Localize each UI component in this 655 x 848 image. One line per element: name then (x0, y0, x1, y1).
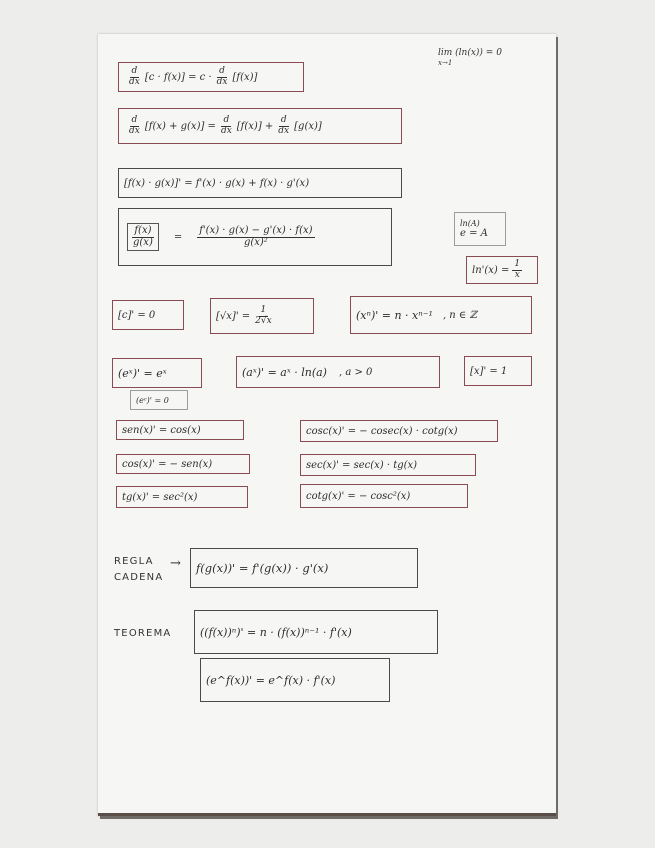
rule-cos (116, 454, 250, 474)
equals-sign: = (173, 231, 183, 243)
rule-condition: , n ∈ ℤ (442, 309, 477, 321)
rule-cosec (300, 420, 498, 442)
rule-cotg (300, 484, 468, 508)
rule-text: ln'(x) = (472, 264, 510, 276)
rule-text: (e^f(x))' = e^f(x) · f'(x) (206, 673, 336, 687)
derivative-operator: $\frac{d}{dx}$ (129, 66, 140, 87)
notebook-page (98, 34, 556, 816)
rule-condition: , a > 0 (338, 366, 373, 378)
rule-x (464, 356, 532, 386)
rule-text: f(g(x))' = f'(g(x)) · g'(x) (196, 561, 329, 575)
quotient-lhs: $\frac{f(x)}{g(x)}$ (127, 223, 159, 251)
rule-text: [f(x)] (232, 71, 258, 83)
rule-power (350, 296, 532, 334)
rule-text: [√x]' = (216, 310, 251, 322)
rule-text: [f(x) · g(x)]' = f'(x) · g(x) + f(x) · g'(x) (124, 177, 310, 189)
rule-chain (190, 548, 418, 588)
rule-text: cotg(x)' = − cosc²(x) (306, 490, 411, 502)
rule-text: ((f(x))ⁿ)' = n · (f(x))ⁿ⁻¹ · f'(x) (200, 625, 352, 639)
rule-exp-e (112, 358, 202, 388)
chain-arrow: → (170, 556, 181, 571)
derivative-operator: $\frac{d}{dx}$ (278, 115, 290, 136)
rule-text: [x]' = 1 (470, 365, 508, 377)
rule-text: cosc(x)' = − cosec(x) · cotg(x) (306, 425, 458, 437)
chain-label-line2: CADENA (114, 572, 164, 583)
rule-sqrt (210, 298, 314, 334)
rule-quotient (118, 208, 392, 266)
rule-text: [g(x)] (294, 120, 322, 132)
rule-text: [f(x) + g(x)] = (144, 120, 216, 132)
ln-a-top: ln(A) (460, 219, 480, 228)
derivative-operator: $\frac{d}{dx}$ (216, 66, 228, 87)
rule-theorem-exp (200, 658, 390, 702)
rule-text: [c]' = 0 (118, 309, 156, 321)
rule-tg (116, 486, 248, 508)
rule-sen (116, 420, 244, 440)
theorem-label: TEOREMA (114, 628, 172, 639)
rule-text: cos(x)' = − sen(x) (122, 458, 213, 470)
rule-constant-multiple (118, 62, 304, 92)
rule-text: [f(x)] + (236, 120, 274, 132)
rule-product (118, 168, 402, 198)
rule-text: (eᶜ)' = 0 (136, 395, 169, 405)
rule-text: [c · f(x)] = c · (144, 71, 212, 83)
rule-sum (118, 108, 402, 144)
rule-exp-a (236, 356, 440, 388)
limit-note-sub: x→1 (438, 59, 453, 67)
rule-text: (eˣ)' = eˣ (118, 366, 167, 380)
chain-rule-label (114, 554, 163, 586)
rule-ln-derivative (466, 256, 538, 284)
rule-text: (xⁿ)' = n · xⁿ⁻¹ (356, 308, 433, 322)
fraction: $\frac{1}{2√x}$ (255, 305, 272, 326)
quotient-rhs: $\frac{f'(x) \cdot g(x) - g'(x) \cdot f(x)}{\text{g(x)²}}$ (199, 225, 313, 248)
rule-constant (112, 300, 184, 330)
ln-a-bottom: e = A (460, 228, 488, 239)
rule-exp-constant (130, 390, 188, 410)
rule-theorem-power (194, 610, 438, 654)
derivative-operator: $\frac{d}{dx}$ (129, 115, 140, 136)
rule-text: sen(x)' = cos(x) (122, 424, 201, 436)
fraction: $\frac{1}{x}$ (514, 259, 521, 280)
rule-text: sec(x)' = sec(x) · tg(x) (306, 459, 418, 471)
derivative-operator: $\frac{d}{dx}$ (220, 115, 232, 136)
rule-text: tg(x)' = sec²(x) (122, 491, 198, 503)
ln-a-definition (454, 212, 506, 246)
limit-note (438, 48, 502, 68)
rule-text: (aˣ)' = aˣ · ln(a) (242, 365, 327, 379)
rule-sec (300, 454, 476, 476)
chain-label-line1: REGLA (114, 556, 154, 567)
limit-note-text: lim (ln(x)) = 0 (438, 48, 502, 58)
